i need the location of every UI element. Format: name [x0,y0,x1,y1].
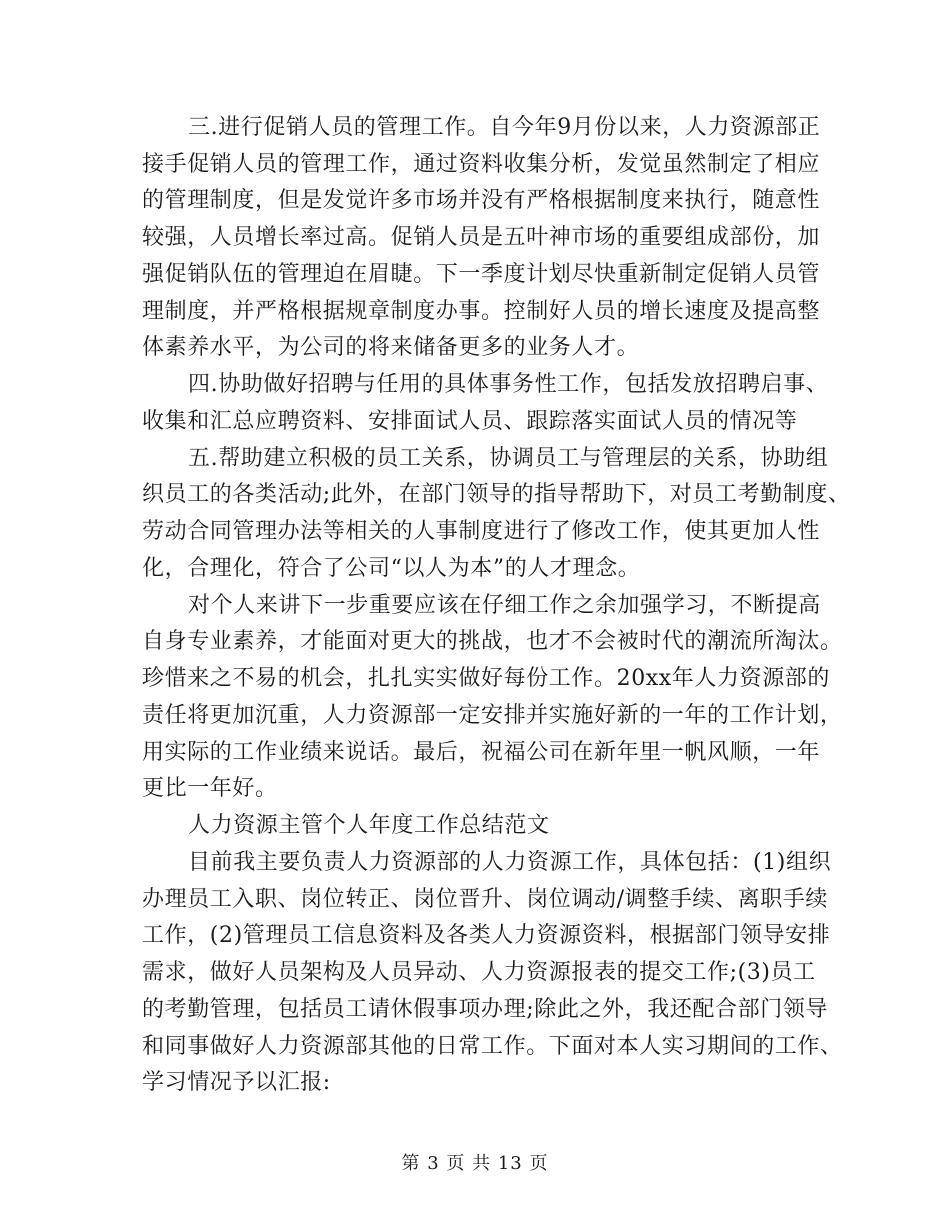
text-line: 的考勤管理，包括员工请休假事项办理;除此之外，我还配合部门领导 [142,997,829,1022]
text-line: 四.协助做好招聘与任用的具体事务性工作，包括发放招聘启事、 [188,372,829,397]
text-line: 体素养水平，为公司的将来储备更多的业务人才。 [142,335,640,360]
text-line: 理制度，并严格根据规章制度办事。控制好人员的增长速度及提高整 [142,299,821,324]
page-number: 第 3 页 共 13 页 [401,1153,549,1174]
text-line: 目前我主要负责人力资源部的人力资源工作，具体包括：(1)组织 [188,850,832,875]
text-line: 自身专业素养，才能面对更大的挑战，也才不会被时代的潮流所淘汰。 [142,629,843,654]
text-line: 珍惜来之不易的机会，扎扎实实做好每份工作。20xx年人力资源部的 [142,666,831,691]
text-line: 需求，做好人员架构及人员异动、人力资源报表的提交工作;(3)员工 [142,960,816,985]
text-line: 三.进行促销人员的管理工作。自今年9月份以来，人力资源部正 [188,115,821,140]
text-line: 责任将更加沉重，人力资源部一定安排并实施好新的一年的工作计划， [142,703,843,728]
text-line: 劳动合同管理办法等相关的人事制度进行了修改工作，使其更加人性 [142,519,821,544]
text-line: 强促销队伍的管理迫在眉睫。下一季度计划尽快重新制定促销人员管 [142,262,821,287]
text-line: 织员工的各类活动;此外，在部门领导的指导帮助下，对员工考勤制度、 [142,482,851,507]
text-line: 较强，人员增长率过高。促销人员是五叶神市场的重要组成部份，加 [142,225,821,250]
text-line: 接手促销人员的管理工作，通过资料收集分析，发觉虽然制定了相应 [142,152,821,177]
text-line: 用实际的工作业绩来说话。最后，祝福公司在新年里一帆风顺，一年 [142,740,821,765]
text-line: 的管理制度，但是发觉许多市场并没有严格根据制度来执行，随意性 [142,188,821,213]
text-line: 五.帮助建立积极的员工关系，协调员工与管理层的关系，协助组 [188,446,829,471]
text-line: 工作，(2)管理员工信息资料及各类人力资源资料，根据部门领导安排 [142,923,831,948]
text-line: 对个人来讲下一步重要应该在仔细工作之余加强学习，不断提高 [188,593,821,618]
text-line: 学习情况予以汇报: [142,1070,331,1095]
text-line: 办理员工入职、岗位转正、岗位晋升、岗位调动/调整手续、离职手续 [142,887,829,912]
text-line: 化，合理化，符合了公司“以人为本”的人才理念。 [142,556,641,581]
text-line: 收集和汇总应聘资料、安排面试人员、跟踪落实面试人员的情况等 [142,409,798,434]
section-heading: 人力资源主管个人年度工作总结范文 [188,813,550,838]
text-line: 更比一年好。 [142,776,278,801]
text-line: 和同事做好人力资源部其他的日常工作。下面对本人实习期间的工作、 [142,1034,843,1059]
